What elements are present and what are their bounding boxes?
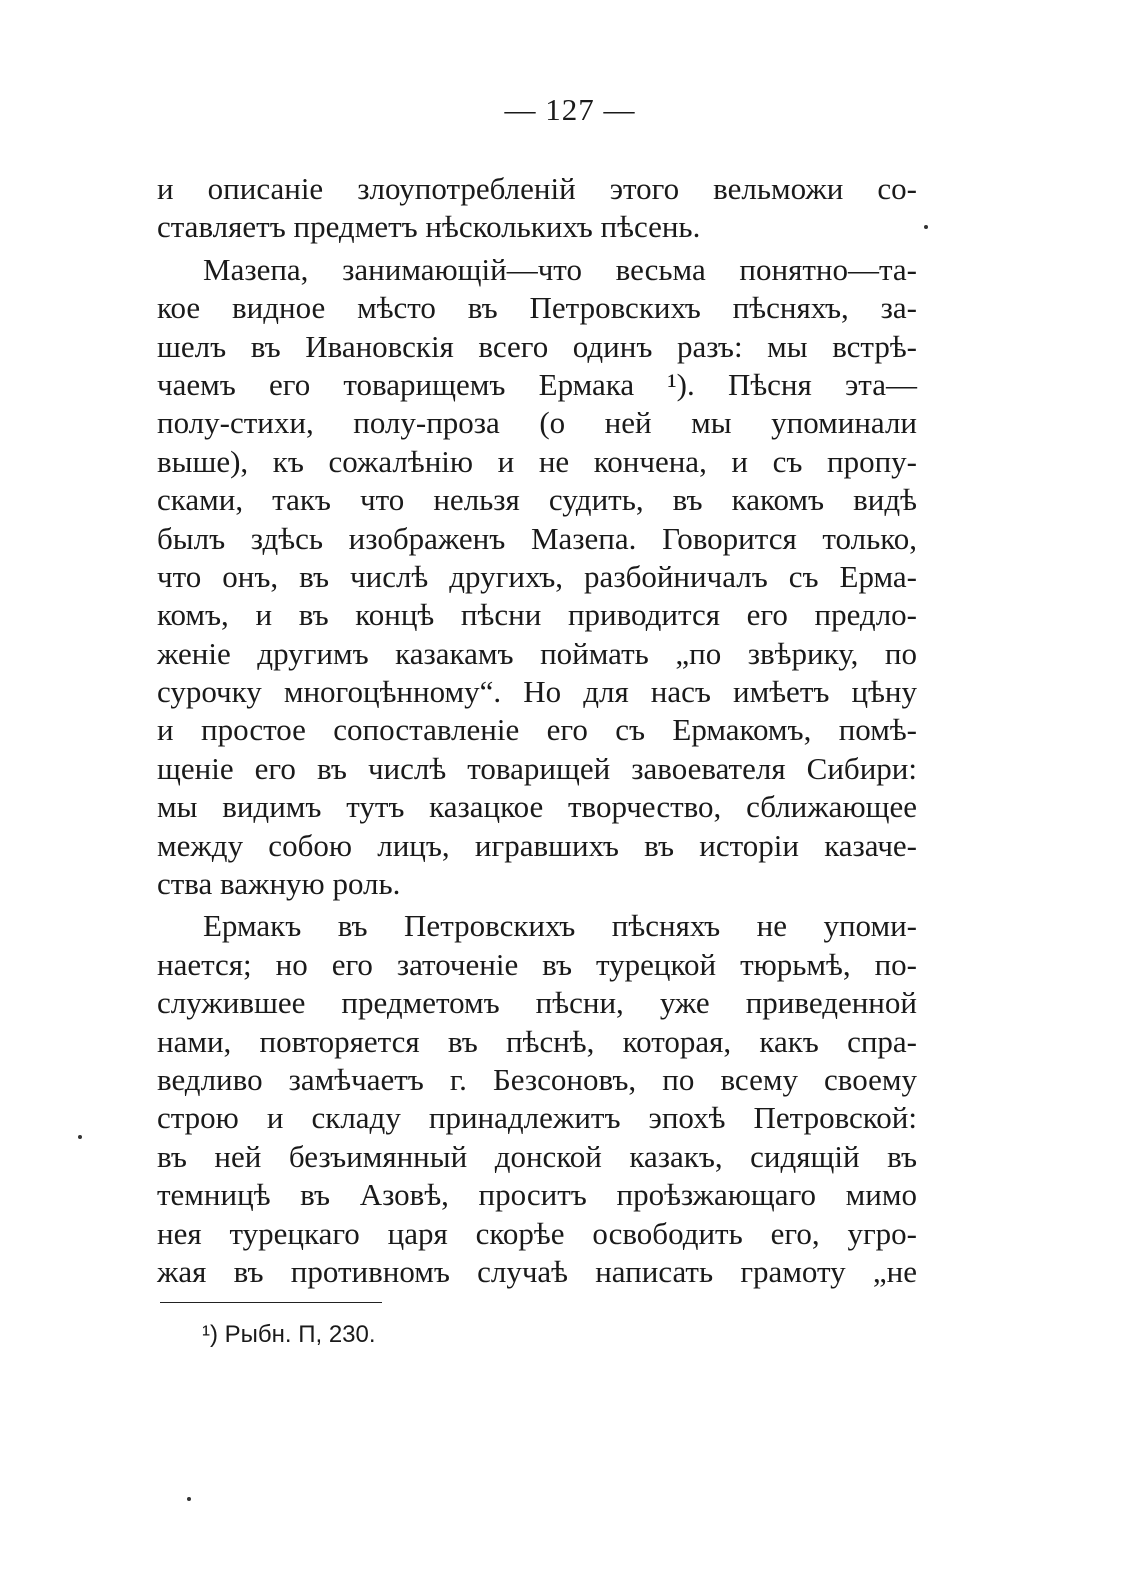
text-line: щенiе его въ числѣ товарищей завоевателя Сибири:	[157, 750, 917, 786]
footnote: ¹) Рыбн. П, 230.	[202, 1321, 376, 1348]
page-number: — 127 —	[504, 92, 636, 127]
paragraph	[157, 170, 917, 247]
text-line: полу-стихи, полу-проза (о ней мы упоминали	[157, 405, 917, 441]
text-line: что онъ, въ числѣ другихъ, разбойничалъ съ Ерма-	[157, 558, 917, 594]
scan-speck	[924, 225, 928, 229]
text-line: женiе другимъ казакамъ поймать „по звѣрику, по	[157, 635, 917, 671]
text-line: нами, повторяется въ пѣснѣ, которая, какъ спра-	[157, 1023, 917, 1059]
text-line: сками, такъ что нельзя судить, въ какомъ видѣ	[157, 482, 917, 518]
text-line: жая въ противномъ случаѣ написать грамоту „не	[157, 1253, 917, 1289]
text-line: служившее предметомъ пѣсни, уже приведенной	[157, 985, 917, 1021]
text-line: комъ, и въ концѣ пѣсни приводится его предло-	[157, 597, 917, 633]
text-line: кое видное мѣсто въ Петровскихъ пѣсняхъ, за-	[157, 290, 917, 326]
footnote-divider	[160, 1302, 382, 1303]
text-line: Ермакъ въ Петровскихъ пѣсняхъ не упоми-	[203, 908, 917, 944]
text-line: нается; но его заточенiе въ турецкой тюрьмѣ, по-	[157, 946, 917, 982]
text-line: выше), къ сожалѣнiю и не кончена, и съ пропу-	[157, 443, 917, 479]
text-line: былъ здѣсь изображенъ Мазепа. Говорится только,	[157, 520, 917, 556]
text-line: сурочку многоцѣнному“. Но для насъ имѣетъ цѣну	[157, 674, 917, 710]
text-line: ставляетъ предметъ нѣсколькихъ пѣсень.	[157, 209, 701, 245]
text-line: и простое сопоставленiе его съ Ермакомъ, помѣ-	[157, 712, 917, 748]
text-line: между собою лицъ, игравшихъ въ исторiи казаче-	[157, 827, 917, 863]
text-line: шелъ въ Ивановскiя всего одинъ разъ: мы встрѣ-	[157, 328, 917, 364]
scan-speck	[78, 1135, 82, 1139]
text-line: Мазепа, занимающiй—что весьма понятно—та-	[203, 251, 917, 287]
text-line: темницѣ въ Азовѣ, проситъ проѣзжающаго мимо	[157, 1177, 917, 1213]
text-line: ведливо замѣчаетъ г. Безсоновъ, по всему своему	[157, 1061, 917, 1097]
body-text	[157, 170, 917, 1291]
text-line: строю и складу принадлежитъ эпохѣ Петровской:	[157, 1100, 917, 1136]
text-line: чаемъ его товарищемъ Ермака ¹). Пѣсня эта—	[157, 366, 917, 402]
text-line: мы видимъ тутъ казацкое творчество, сближающее	[157, 789, 917, 825]
text-line: въ ней безъимянный донской казакъ, сидящiй въ	[157, 1138, 917, 1174]
text-line: нея турецкаго царя скорѣе освободить его, угро-	[157, 1215, 917, 1251]
paragraph	[157, 907, 917, 1291]
scan-speck	[187, 1497, 191, 1501]
text-line: и описанiе злоупотребленiй этого вельможи со-	[157, 171, 917, 206]
text-line: ства важную роль.	[157, 866, 401, 902]
paragraph	[157, 251, 917, 904]
